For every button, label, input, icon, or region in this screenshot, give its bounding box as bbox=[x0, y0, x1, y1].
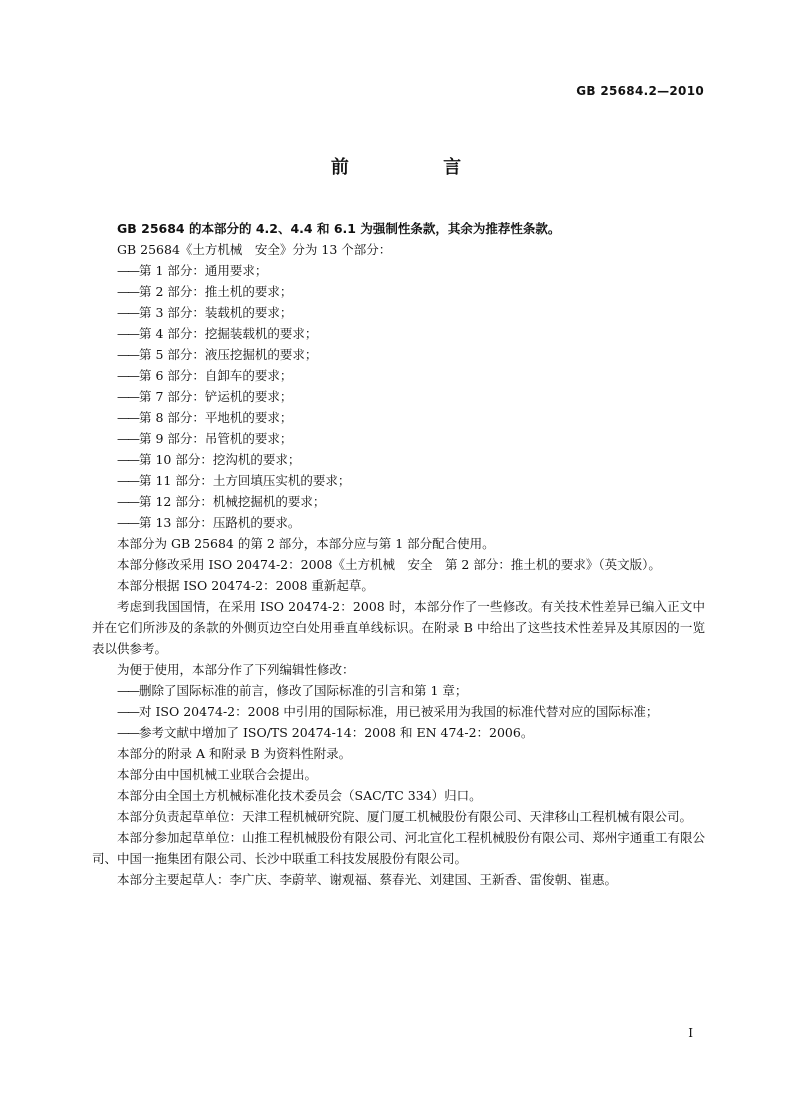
part-list-item: —— 第 6 部分：自卸车的要求； bbox=[92, 365, 705, 386]
part-list-item: —— 第 11 部分：土方回填压实机的要求； bbox=[92, 470, 705, 491]
foreword-body bbox=[92, 218, 705, 890]
proposer-paragraph: 本部分由中国机械工业联合会提出。 bbox=[117, 767, 318, 782]
usage-paragraph: 本部分为 GB 25684 的第 2 部分，本部分应与第 1 部分配合使用。 bbox=[117, 536, 495, 551]
part-list-item: —— 第 9 部分：吊管机的要求； bbox=[92, 428, 705, 449]
co-drafters-paragraph: 本部分参加起草单位：山推工程机械股份有限公司、河北宣化工程机械股份有限公司、郑州宇通重工有限公司、中国一拖集团有限公司、长沙中联重工科技发展股份有限公司。 bbox=[92, 830, 705, 866]
authors-paragraph: 本部分主要起草人：李广庆、李蔚苹、谢观福、蔡春光、刘建国、王新香、雷俊朝、崔惠。 bbox=[117, 872, 618, 887]
editorial-list-item: —— 删除了国际标准的前言，修改了国际标准的引言和第 1 章； bbox=[92, 680, 705, 701]
editorial-list-item: —— 参考文献中增加了 ISO/TS 20474-14：2008 和 EN 474-2：2006。 bbox=[92, 722, 705, 743]
main-drafters-paragraph: 本部分负责起草单位：天津工程机械研究院、厦门厦工机械股份有限公司、天津移山工程机械有限公司。 bbox=[117, 809, 693, 824]
standard-code: GB 25684.2—2010 bbox=[576, 84, 704, 98]
part-list-item: —— 第 1 部分：通用要求； bbox=[92, 260, 705, 281]
committee-paragraph: 本部分由全国土方机械标准化技术委员会（SAC/TC 334）归口。 bbox=[117, 788, 482, 803]
draft-basis-paragraph: 本部分根据 ISO 20474-2：2008 重新起草。 bbox=[117, 578, 374, 593]
part-list-item: —— 第 12 部分：机械挖掘机的要求； bbox=[92, 491, 705, 512]
part-list-item: —— 第 3 部分：装载机的要求； bbox=[92, 302, 705, 323]
part-list-item: —— 第 7 部分：铲运机的要求； bbox=[92, 386, 705, 407]
national-conditions-paragraph: 考虑到我国国情，在采用 ISO 20474-2：2008 时，本部分作了一些修改。有关技术性差异已编入正文中并在它们所涉及的条款的外侧页边空白处用垂直单线标识。在附录 B 中给出了这些技术性差异及其原因的一览表以供参考。 bbox=[92, 599, 705, 656]
page-title: 前 言 bbox=[330, 157, 506, 178]
part-list-item: —— 第 8 部分：平地机的要求； bbox=[92, 407, 705, 428]
annex-paragraph: 本部分的附录 A 和附录 B 为资料性附录。 bbox=[117, 746, 352, 761]
part-list-item: —— 第 5 部分：液压挖掘机的要求； bbox=[92, 344, 705, 365]
adoption-paragraph: 本部分修改采用 ISO 20474-2：2008《土方机械 安全 第 2 部分：推土机的要求》（英文版）。 bbox=[117, 557, 661, 572]
page-number: I bbox=[688, 1026, 693, 1040]
part-list-item: —— 第 4 部分：挖掘装载机的要求； bbox=[92, 323, 705, 344]
editorial-list-item: —— 对 ISO 20474-2：2008 中引用的国际标准，用已被采用为我国的标准代替对应的国际标准； bbox=[92, 701, 705, 722]
part-list-item: —— 第 13 部分：压路机的要求。 bbox=[92, 512, 705, 533]
mandatory-clause-paragraph: GB 25684 的本部分的 4.2、4.4 和 6.1 为强制性条款，其余为推荐性条款。 bbox=[117, 221, 561, 236]
part-list-item: —— 第 10 部分：挖沟机的要求； bbox=[92, 449, 705, 470]
editorial-intro-paragraph: 为便于使用，本部分作了下列编辑性修改： bbox=[117, 662, 355, 677]
part-list-item: —— 第 2 部分：推土机的要求； bbox=[92, 281, 705, 302]
parts-intro-paragraph: GB 25684《土方机械 安全》分为 13 个部分： bbox=[117, 242, 392, 257]
